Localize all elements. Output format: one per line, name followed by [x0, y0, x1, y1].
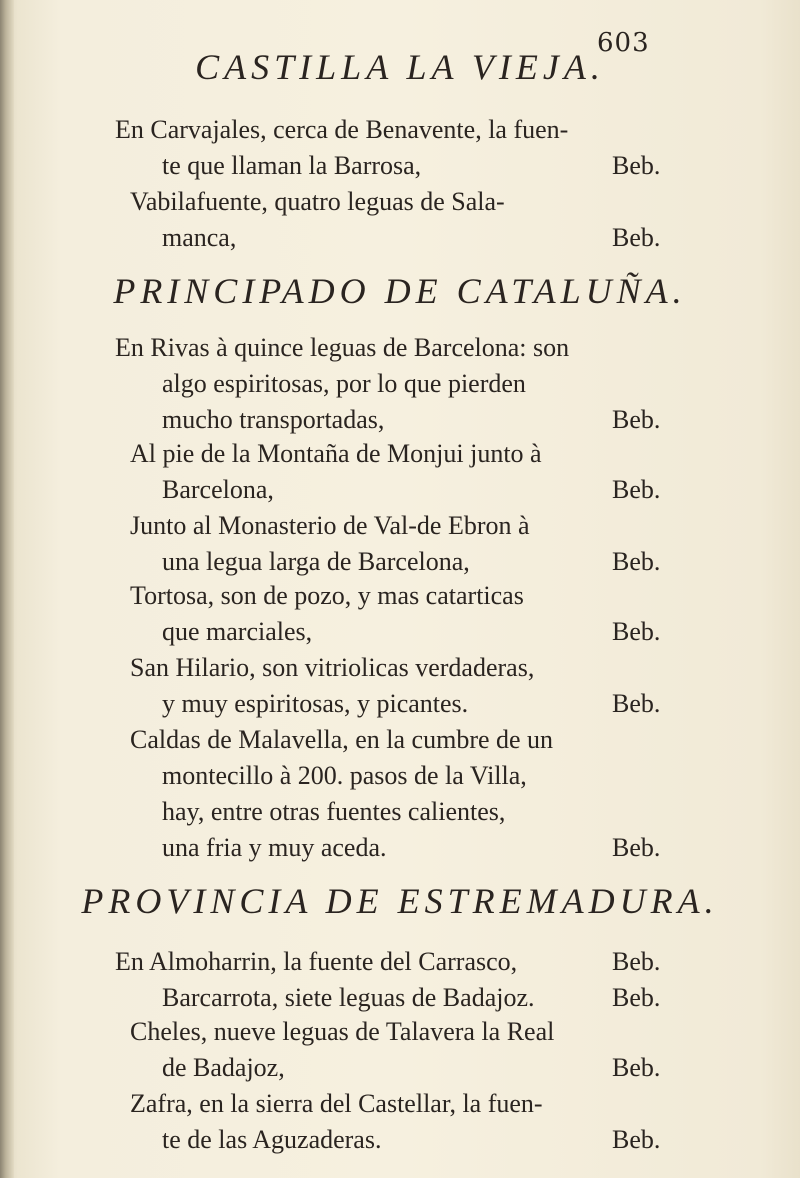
entry-line: montecillo à 200. pasos de la Villa,: [162, 761, 527, 790]
entry-line: que marciales,: [162, 617, 313, 646]
entry-line: Barcarrota, siete leguas de Badajoz.: [162, 983, 535, 1012]
entry-line: En Rivas à quince leguas de Barcelona: son: [115, 333, 570, 362]
section-heading-estremadura: PROVINCIA DE ESTREMADURA.: [81, 881, 719, 921]
entry-line: Vabilafuente, quatro leguas de Sala-: [130, 187, 505, 216]
entry-line: manca,: [162, 223, 237, 252]
beb-mark: Beb.: [612, 1125, 661, 1154]
entry-line: una fria y muy aceda.: [162, 833, 387, 862]
entry-line: En Carvajales, cerca de Benavente, la fuen-: [115, 115, 569, 144]
entry-line: hay, entre otras fuentes calientes,: [162, 797, 506, 826]
entry-line: Cheles, nueve leguas de Talavera la Real: [130, 1017, 555, 1046]
entry-line: de Badajoz,: [162, 1053, 285, 1082]
beb-mark: Beb.: [612, 947, 661, 976]
entry-line: y muy espiritosas, y picantes.: [162, 689, 469, 718]
beb-mark: Beb.: [612, 475, 661, 504]
entry-line: te de las Aguzaderas.: [162, 1125, 382, 1154]
entry-line: Caldas de Malavella, en la cumbre de un: [130, 725, 554, 754]
beb-mark: Beb.: [612, 983, 661, 1012]
beb-mark: Beb.: [612, 689, 661, 718]
entry-line: algo espiritosas, por lo que pierden: [162, 369, 526, 398]
entry-line: Zafra, en la sierra del Castellar, la fuen-: [130, 1089, 543, 1118]
book-gutter: [0, 0, 14, 1178]
entry-line: Junto al Monasterio de Val-de Ebron à: [130, 511, 530, 540]
entry-line: Barcelona,: [162, 475, 274, 504]
entry-line: San Hilario, son vitriolicas verdaderas,: [130, 653, 535, 682]
entry-line: En Almoharrin, la fuente del Carrasco,: [115, 947, 518, 976]
beb-mark: Beb.: [612, 833, 661, 862]
entry-line: te que llaman la Barrosa,: [162, 151, 422, 180]
beb-mark: Beb.: [612, 617, 661, 646]
entry-line: Al pie de la Montaña de Monjui junto à: [130, 439, 542, 468]
beb-mark: Beb.: [612, 151, 661, 180]
section-heading-cataluna: PRINCIPADO DE CATALUÑA.: [113, 271, 687, 311]
beb-mark: Beb.: [612, 405, 661, 434]
section-heading-castilla: CASTILLA LA VIEJA.: [195, 47, 605, 87]
entry-line: una legua larga de Barcelona,: [162, 547, 470, 576]
page-number: 603: [597, 28, 650, 58]
beb-mark: Beb.: [612, 223, 661, 252]
entry-line: Tortosa, son de pozo, y mas catarticas: [130, 581, 524, 610]
beb-mark: Beb.: [612, 1053, 661, 1082]
beb-mark: Beb.: [612, 547, 661, 576]
entry-line: mucho transportadas,: [162, 405, 385, 434]
